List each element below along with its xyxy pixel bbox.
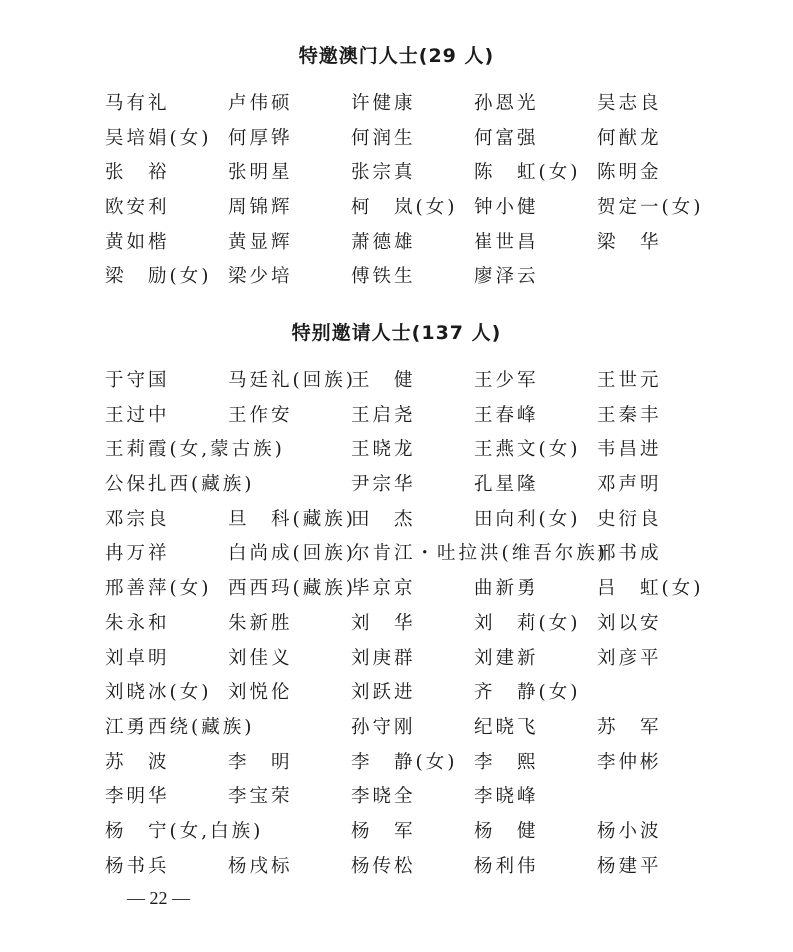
person-name: 王秦丰 [597,404,662,426]
person-name: 黄显辉 [228,231,293,253]
person-name: 王莉霞(女,蒙古族) [105,439,285,461]
person-name: 陈 虹(女) [474,162,581,184]
person-name: 冉万祥 [105,543,170,565]
person-name: 朱新胜 [228,612,293,634]
person-name: 许健康 [351,93,416,114]
person-name: 贺定一(女) [597,197,704,219]
person-name: 梁 励(女) [105,266,212,288]
section-title-macau: 特邀澳门人士(29 人) [298,45,495,67]
person-name: 旦 科(藏族) [228,508,356,530]
person-name: 李 熙 [474,751,539,773]
name-row [0,576,793,611]
person-name: 刘 华 [351,612,416,634]
person-name: 刘以安 [597,612,662,634]
name-row [0,472,793,507]
person-name: 黄如楷 [105,231,170,253]
name-row [0,126,793,161]
person-name: 尔肯江・吐拉洪(维吾尔族) [351,543,608,565]
section-title-special-invitees: 特别邀请人士(137 人) [291,322,502,344]
person-name: 李宝荣 [228,786,293,808]
person-name: 孙恩光 [474,93,539,114]
person-name: 马有礼 [105,93,170,114]
person-name: 白尚成(回族) [228,543,356,565]
person-name: 王世元 [597,370,662,391]
person-name: 孙守刚 [351,716,416,738]
name-row [0,541,793,576]
person-name: 刘佳义 [228,647,293,669]
person-name: 刘卓明 [105,647,170,669]
name-row [0,750,793,785]
person-name: 李晓全 [351,786,416,808]
person-name: 杨戌标 [228,855,293,877]
person-name: 刘庚群 [351,647,416,669]
person-name: 刘悦伦 [228,682,293,704]
name-row [0,819,793,854]
name-row [0,403,793,438]
name-row [0,715,793,750]
person-name: 李晓峰 [474,786,539,808]
person-name: 何猷龙 [597,127,662,149]
person-name: 王少军 [474,370,539,391]
person-name: 韦昌进 [597,439,662,461]
person-name: 卢伟硕 [228,93,293,114]
person-name: 何润生 [351,127,416,149]
person-name: 杨利伟 [474,855,539,877]
person-name: 孔星隆 [474,474,539,496]
person-name: 田 杰 [351,508,416,530]
person-name: 苏 波 [105,751,170,773]
name-row [0,437,793,472]
person-name: 王作安 [228,404,293,426]
person-name: 李 静(女) [351,751,458,773]
name-row [0,195,793,230]
person-name: 何厚铧 [228,127,293,149]
name-row [0,230,793,265]
person-name: 齐 静(女) [474,682,581,704]
person-name: 萧德雄 [351,231,416,253]
person-name: 何富强 [474,127,539,149]
person-name: 张 裕 [105,162,170,184]
person-name: 刘 莉(女) [474,612,581,634]
person-name: 曲新勇 [474,578,539,600]
person-name: 刘建新 [474,647,539,669]
person-name: 李明华 [105,786,170,808]
person-name: 杨 军 [351,820,416,842]
person-name: 邓宗良 [105,508,170,530]
name-list-special-invitees [0,368,793,888]
person-name: 杨书兵 [105,855,170,877]
person-name: 王燕文(女) [474,439,581,461]
person-name: 周锦辉 [228,197,293,219]
person-name: 欧安利 [105,197,170,219]
person-name: 刘彦平 [597,647,662,669]
person-name: 毕京京 [351,578,416,600]
person-name: 苏 军 [597,716,662,738]
person-name: 刘跃进 [351,682,416,704]
name-row [0,264,793,299]
person-name: 杨 健 [474,820,539,842]
person-name: 尹宗华 [351,474,416,496]
person-name: 王春峰 [474,404,539,426]
name-row [0,611,793,646]
person-name: 史衍良 [597,508,662,530]
name-row [0,646,793,681]
person-name: 崔世昌 [474,231,539,253]
name-list-macau [0,91,793,299]
person-name: 杨 宁(女,白族) [105,820,264,842]
person-name: 钟小健 [474,197,539,219]
person-name: 李仲彬 [597,751,662,773]
person-name: 吕 虹(女) [597,578,704,600]
person-name: 杨建平 [597,855,662,877]
person-name: 杨小波 [597,820,662,842]
person-name: 王过中 [105,404,170,426]
person-name: 张宗真 [351,162,416,184]
person-name: 王晓龙 [351,439,416,461]
person-name: 马廷礼(回族) [228,370,356,391]
person-name: 纪晓飞 [474,716,539,738]
name-row [0,507,793,542]
person-name: 吴培娟(女) [105,127,212,149]
person-name: 邢书成 [597,543,662,565]
person-name: 傅铁生 [351,266,416,288]
person-name: 西西玛(藏族) [228,578,356,600]
person-name: 梁 华 [597,231,662,253]
name-row [0,680,793,715]
person-name: 王 健 [351,370,416,391]
person-name: 梁少培 [228,266,293,288]
person-name: 柯 岚(女) [351,197,458,219]
name-row [0,784,793,819]
person-name: 邢善萍(女) [105,578,212,600]
person-name: 公保扎西(藏族) [105,474,255,496]
person-name: 陈明金 [597,162,662,184]
person-name: 田向利(女) [474,508,581,530]
name-row [0,368,793,403]
page-number: — 22 — [127,888,190,908]
person-name: 邓声明 [597,474,662,496]
person-name: 吴志良 [597,93,662,114]
name-row [0,854,793,889]
person-name: 刘晓冰(女) [105,682,212,704]
name-row [0,91,793,126]
person-name: 杨传松 [351,855,416,877]
person-name: 于守国 [105,370,170,391]
person-name: 张明星 [228,162,293,184]
person-name: 李 明 [228,751,293,773]
person-name: 廖泽云 [474,266,539,288]
name-row [0,160,793,195]
person-name: 江勇西绕(藏族) [105,716,255,738]
person-name: 朱永和 [105,612,170,634]
person-name: 王启尧 [351,404,416,426]
